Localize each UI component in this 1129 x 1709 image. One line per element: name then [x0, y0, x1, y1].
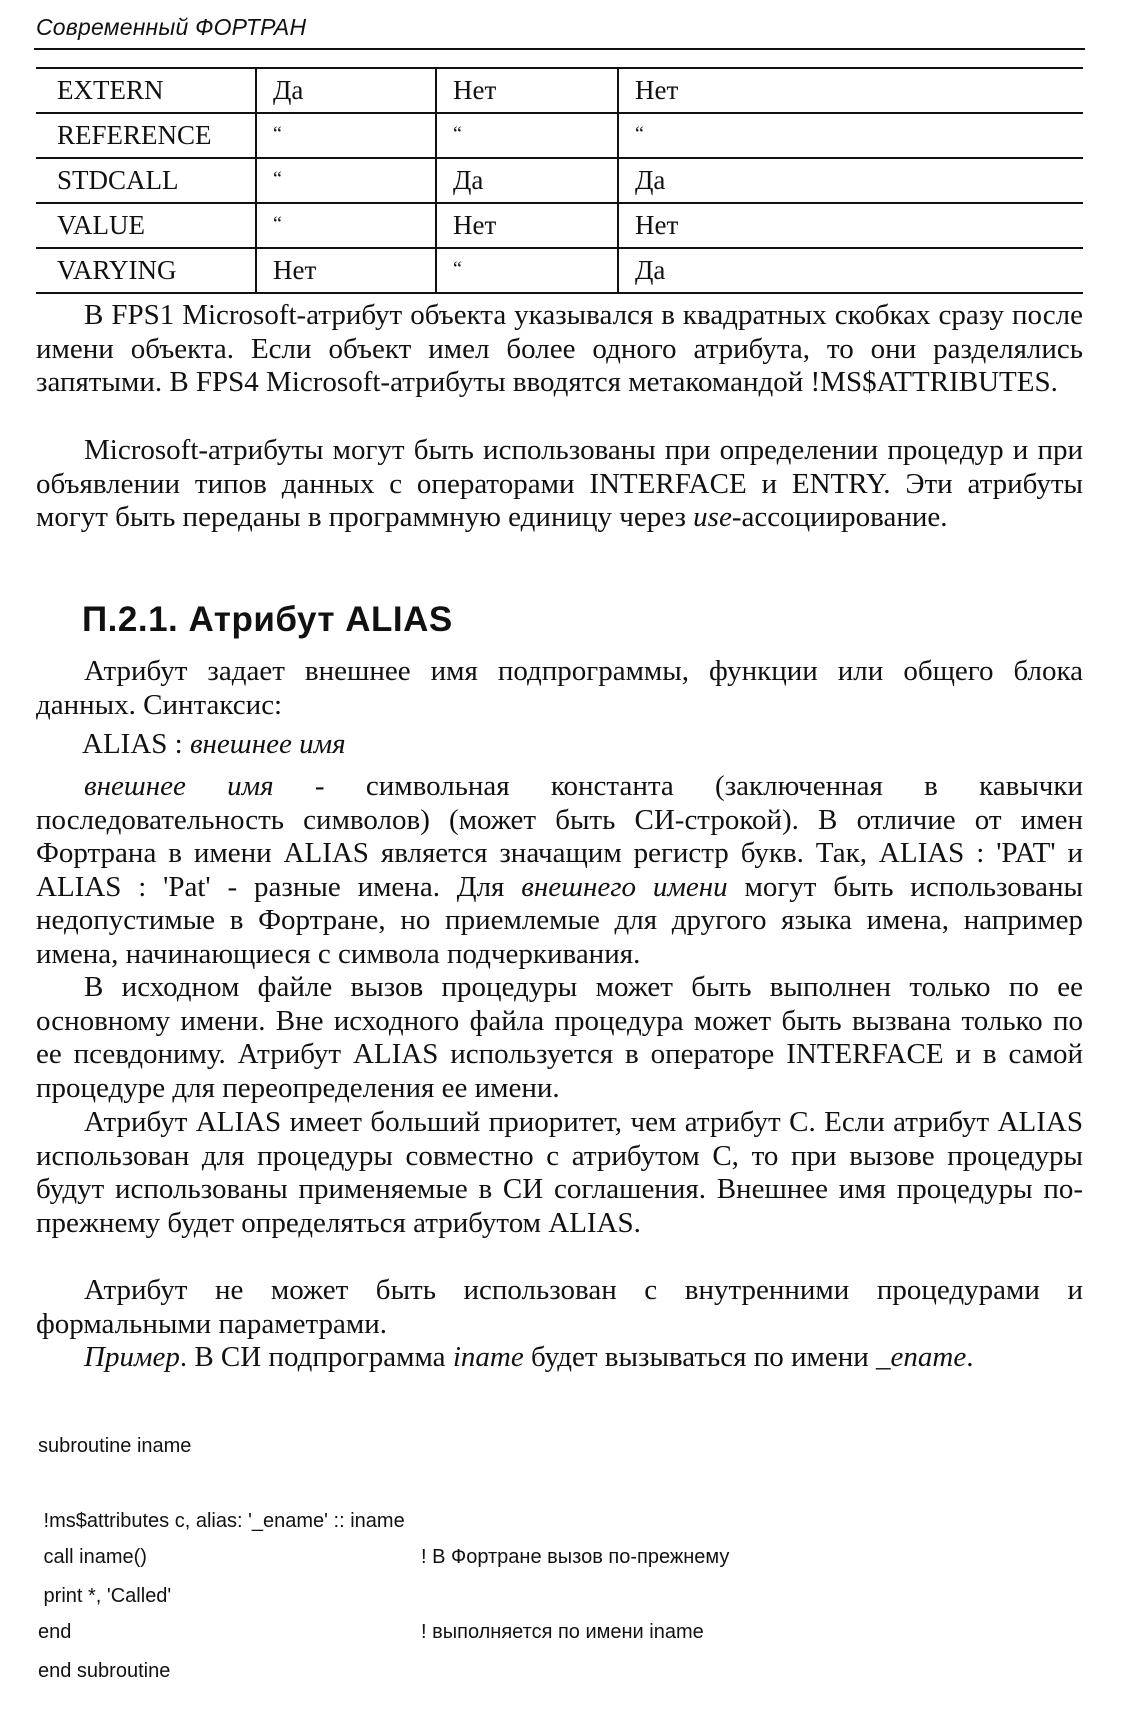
- intro-p2-text-a: Microsoft-атрибуты могут быть использованы при определении процедур и при объявлении типов данных с операторами INTERFACE и ENTRY. Эти атрибуты могут быть переданы в программную единицу через: [36, 434, 1083, 533]
- running-head: Современный ФОРТРАН: [36, 14, 307, 40]
- table-cell: [256, 113, 436, 158]
- syntax-parameter: внешнее имя: [189, 728, 346, 760]
- attribute-name: VARYING: [57, 255, 177, 285]
- example-name-2: _ename: [876, 1341, 967, 1373]
- intro-paragraph-2: [36, 434, 1083, 535]
- code-line: call iname(): [38, 1546, 147, 1568]
- table-row: [36, 203, 1083, 248]
- table-cell: [436, 158, 618, 203]
- cell-value: Да: [273, 75, 304, 105]
- table-cell: [36, 248, 256, 293]
- table-cell: [436, 248, 618, 293]
- cell-value: “: [273, 213, 282, 235]
- intro-paragraph-1-text: В FPS1 Microsoft-атрибут объекта указывался в квадратных скобках сразу после имени объекта. Если объект имел более одного атрибута, то они разделялись запятыми. В FPS4 Microsoft-атрибуты вводятся метакомандой !MS$ATTRIBUTES.: [36, 299, 1083, 398]
- cell-value: “: [273, 123, 282, 145]
- cell-value: Нет: [635, 75, 679, 105]
- cell-value: Нет: [635, 210, 679, 240]
- section-paragraph-4: [36, 1106, 1083, 1240]
- section-p2-emphasis-1: внешнее имя: [84, 770, 274, 802]
- table-cell: [436, 113, 618, 158]
- table-cell: [36, 158, 256, 203]
- table-cell: [618, 158, 1083, 203]
- cell-value: Да: [635, 255, 666, 285]
- section-paragraph-1: [36, 655, 1083, 722]
- cell-value: Нет: [453, 75, 497, 105]
- section-paragraph-2: [36, 770, 1083, 971]
- cell-value: Нет: [453, 210, 497, 240]
- table-cell: [256, 158, 436, 203]
- table-row: [36, 248, 1083, 293]
- code-comment: ! выполняется по имени iname: [421, 1621, 704, 1643]
- code-line: print *, 'Called': [38, 1585, 172, 1607]
- example-name-1: iname: [452, 1341, 524, 1373]
- code-comments: [421, 1495, 729, 1670]
- attribute-name: EXTERN: [57, 75, 164, 105]
- table-row: [36, 113, 1083, 158]
- example-label: Пример: [84, 1341, 180, 1373]
- table-cell: [618, 68, 1083, 113]
- section-p4-text: Атрибут ALIAS имеет больший приоритет, чем атрибут C. Если атрибут ALIAS использован для процедуры совместно с атрибутом C, то при вызове процедуры будут использованы применяемые в СИ соглашения. Внешнее имя процедуры по-прежнему будет определяться атрибутом ALIAS.: [36, 1106, 1083, 1239]
- intro-p2-emphasis: use: [693, 501, 732, 533]
- example-text-a: . В СИ подпрограмма: [179, 1341, 453, 1373]
- attributes-table-body: [36, 68, 1083, 293]
- intro-p2-text-b: -ассоциирование.: [731, 501, 948, 533]
- section-heading: П.2.1. Атрибут ALIAS: [82, 600, 453, 639]
- table-cell: [436, 68, 618, 113]
- table-cell: [256, 203, 436, 248]
- code-block-2: [38, 1495, 147, 1670]
- example-text-b: будет вызываться по имени: [523, 1341, 877, 1373]
- cell-value: “: [453, 258, 462, 280]
- code-comment: ! В Фортране вызов по-прежнему: [421, 1546, 730, 1568]
- example-paragraph: [36, 1341, 1083, 1375]
- section-p2-text-a: - символьная константа (заключенная в кавычки последовательность символов) (может быть СИ-строкой). В отличие от имен Фортрана в имени ALIAS является значащим регистр букв. Так, ALIAS : 'PAT' и ALIAS : 'Pat' - разные имена. Для: [36, 770, 1083, 903]
- header-rule: [34, 48, 1085, 50]
- table-row: [36, 158, 1083, 203]
- table-cell: [256, 248, 436, 293]
- section-p3-text: В исходном файле вызов процедуры может быть выполнен только по ее основному имени. Вне исходного файла процедура может быть вызвана только по ее псевдониму. Атрибут ALIAS используется в операторе INTERFACE и в самой процедуре для переопределения ее имени.: [36, 971, 1083, 1104]
- table-cell: [436, 203, 618, 248]
- section-p5-text: Атрибут не может быть использован с внутренними процедурами и формальными параметрами.: [36, 1274, 1083, 1340]
- example-text-c: .: [966, 1341, 974, 1373]
- table-cell: [618, 248, 1083, 293]
- syntax-keyword: ALIAS :: [82, 728, 190, 760]
- code-line: end: [38, 1621, 72, 1643]
- section-p2-emphasis-2: внешнего имени: [521, 870, 728, 903]
- table-cell: [618, 113, 1083, 158]
- table-cell: [618, 203, 1083, 248]
- syntax-line: [82, 728, 346, 761]
- table-cell: [36, 68, 256, 113]
- code-line: end subroutine: [38, 1660, 171, 1682]
- cell-value: “: [635, 123, 644, 145]
- attributes-table: [36, 67, 1083, 294]
- cell-value: Да: [635, 165, 666, 195]
- section-p1-text: Атрибут задает внешнее имя подпрограммы, функции или общего блока данных. Синтаксис:: [36, 655, 1083, 721]
- attribute-name: VALUE: [57, 210, 146, 240]
- table-cell: [36, 113, 256, 158]
- code-line: subroutine iname: [38, 1435, 192, 1457]
- section-paragraph-3: [36, 971, 1083, 1105]
- table-row: [36, 68, 1083, 113]
- section-paragraph-5: [36, 1274, 1083, 1341]
- section-p2-text-b: могут быть использованы недопустимые в Фортране, но приемлемые для другого языка имена, например имена, начинающиеся с символа подчеркивания.: [36, 870, 1083, 970]
- code-line: !ms$attributes c, alias: '_ename' :: iname: [38, 1510, 405, 1532]
- attribute-name: STDCALL: [57, 165, 179, 195]
- intro-paragraph-1: [36, 299, 1083, 400]
- cell-value: Нет: [273, 255, 317, 285]
- attribute-name: REFERENCE: [57, 120, 212, 150]
- cell-value: “: [453, 123, 462, 145]
- table-cell: [256, 68, 436, 113]
- cell-value: Да: [453, 165, 484, 195]
- cell-value: “: [273, 168, 282, 190]
- table-cell: [36, 203, 256, 248]
